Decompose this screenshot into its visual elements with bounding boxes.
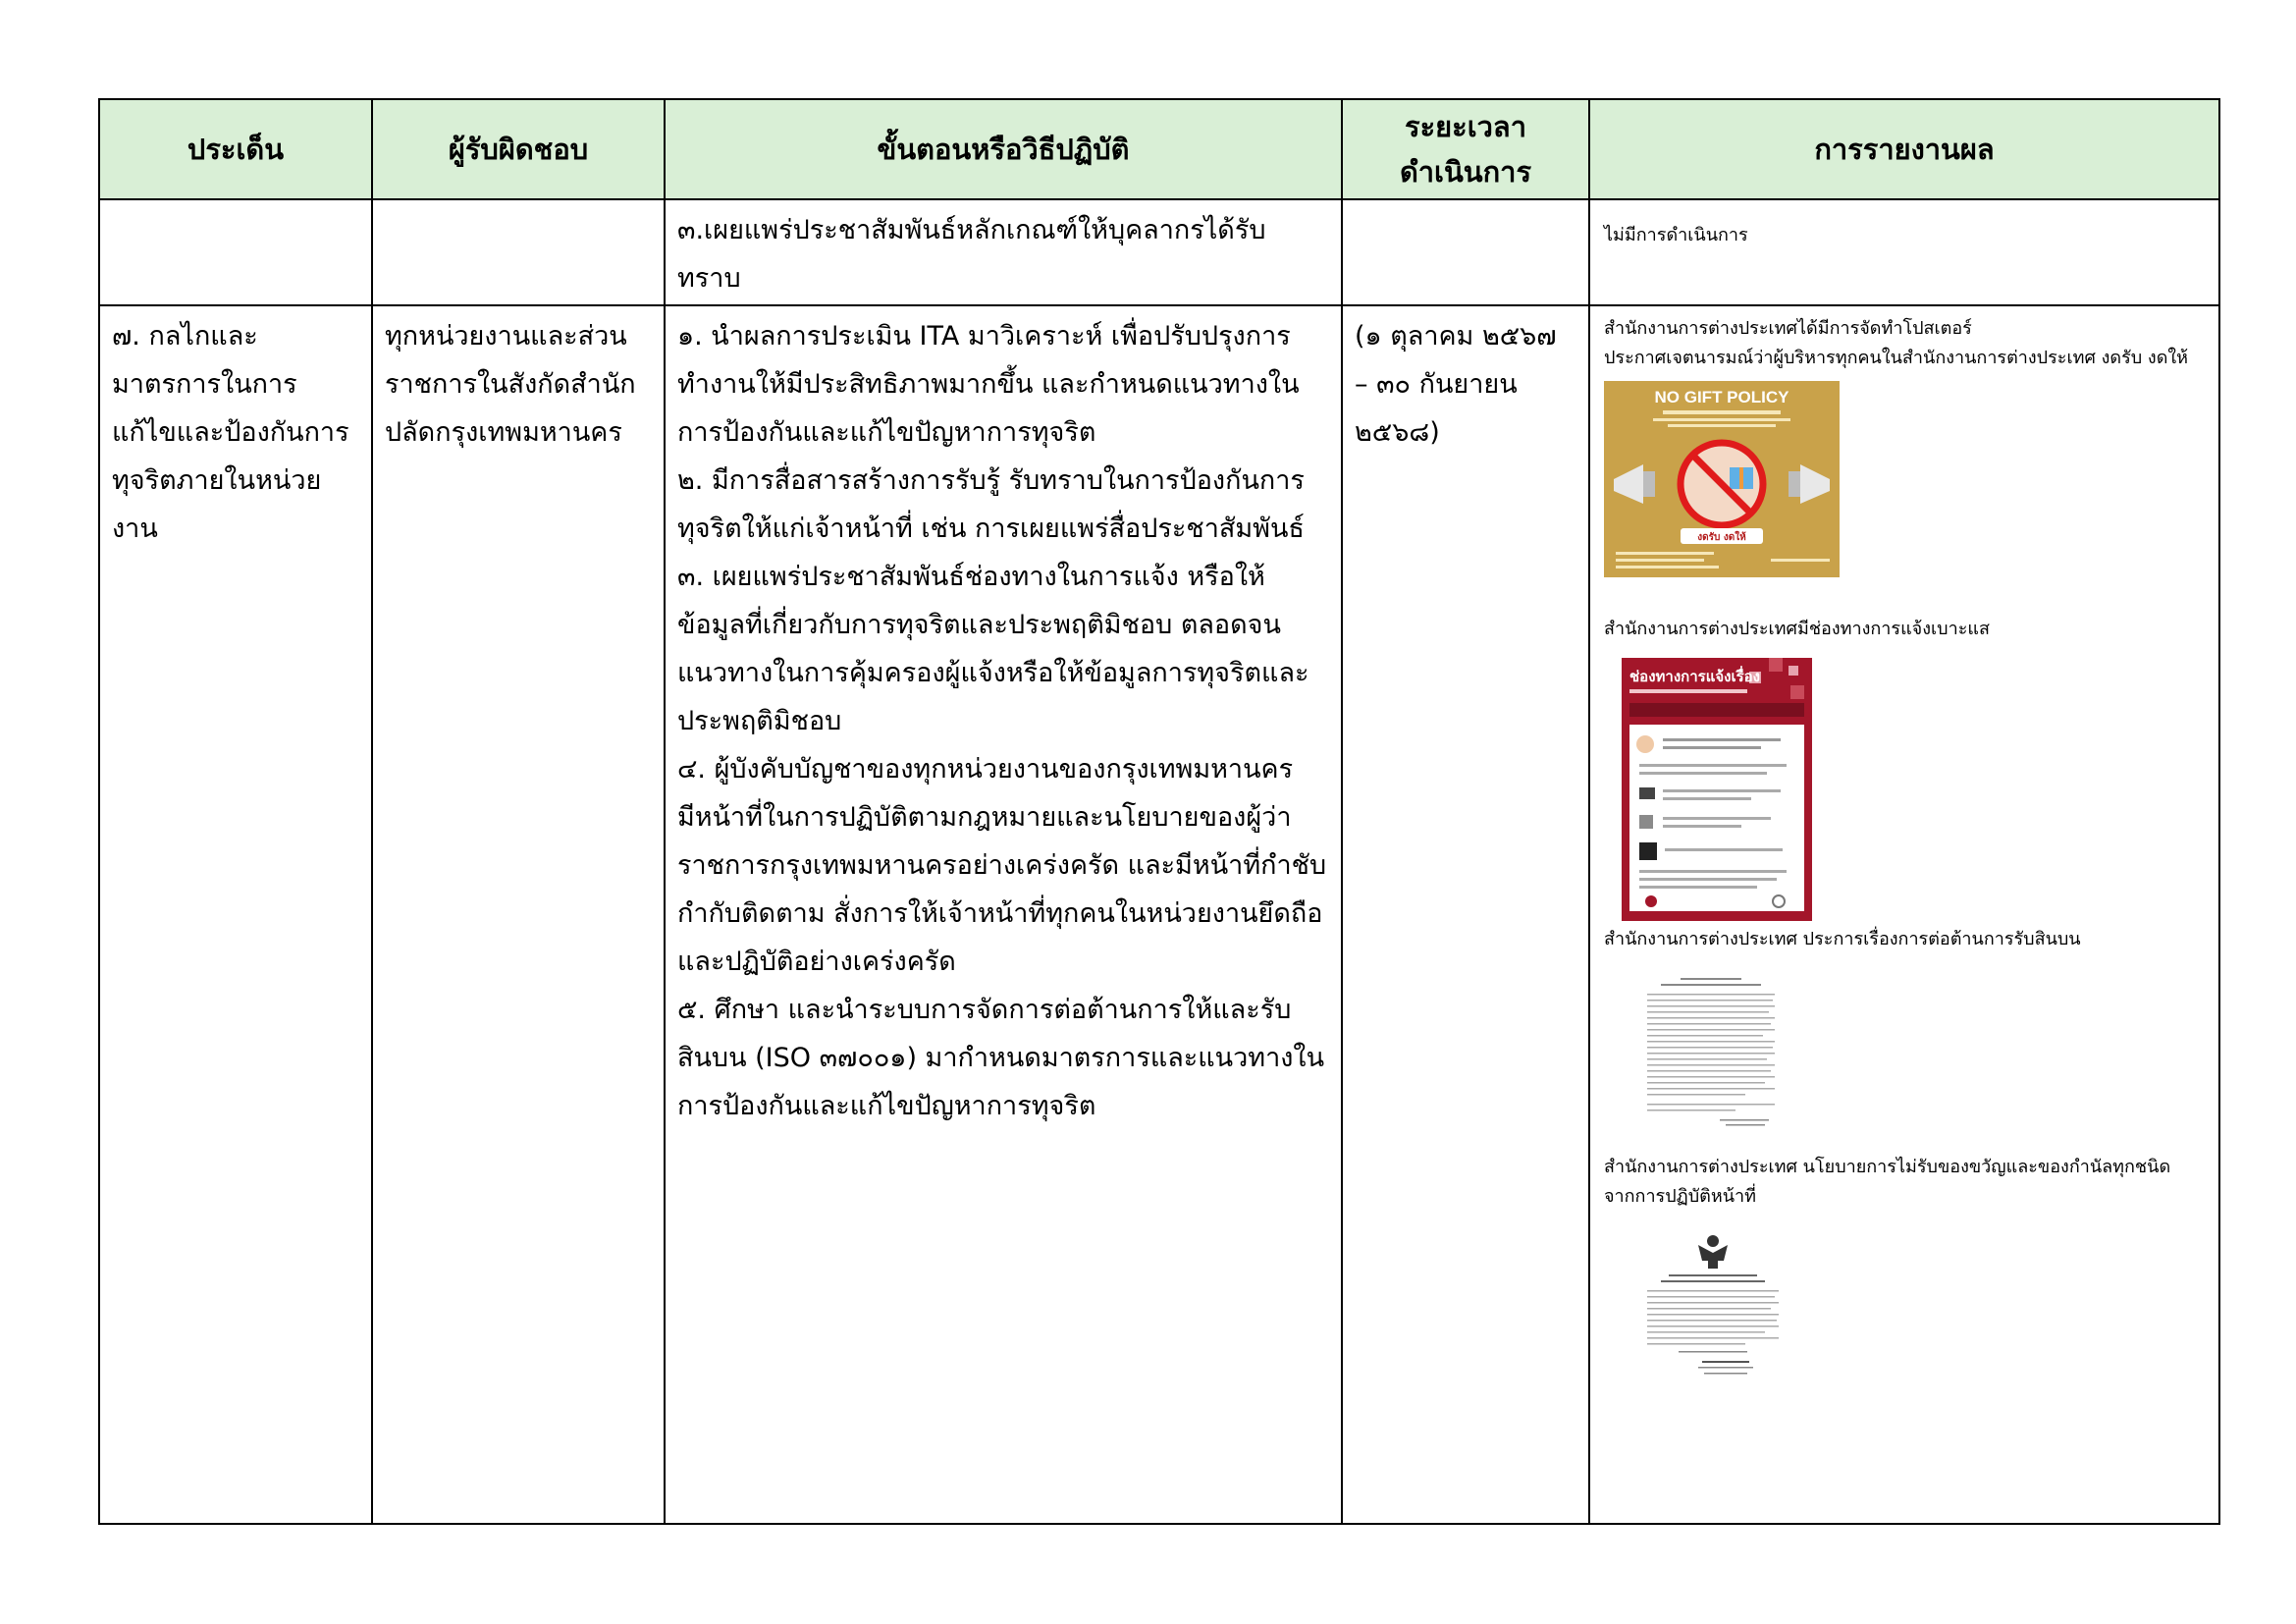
no-gift-policy-document (1639, 1223, 2207, 1380)
cell-procedure (665, 305, 1342, 1524)
header-procedure: ขั้นตอนหรือวิธีปฏิบัติ (665, 99, 1342, 199)
header-period (1342, 99, 1589, 199)
header-period-line1: ระยะเวลา (1405, 110, 1526, 143)
cell-report (1589, 305, 2219, 1524)
anti-bribery-announcement (1641, 972, 2207, 1131)
header-responsible: ผู้รับผิดชอบ (372, 99, 665, 199)
no-gift-poster (1604, 381, 2207, 577)
report-item-1-line1: สำนักงานการต่างประเทศได้มีการจัดทำโปสเตอร์ (1604, 318, 1972, 339)
no-gift-poster-image (1604, 381, 1840, 577)
header-report: การรายงานผล (1589, 99, 2219, 199)
no-gift-policy-document-image (1639, 1223, 1787, 1380)
report-item-3: สำนักงานการต่างประเทศ ประการเรื่องการต่อต้านการรับสินบน (1604, 929, 2081, 949)
cell-issue (99, 199, 372, 305)
report-item-2: สำนักงานการต่างประเทศมีช่องทางการแจ้งเบาะแส (1604, 619, 1990, 639)
table-row (99, 199, 2219, 305)
table-row (99, 305, 2219, 1524)
poster1-badge: งดรับ งดให้ (1697, 532, 1746, 543)
procedure-step: ๑. นำผลการประเมิน ITA มาวิเคราะห์ เพื่อปรับปรุงการทำงานให้มีประสิทธิภาพมากขึ้น และกำหนดแนวทางในการป้องกันและแก้ไขปัญหาการทุจริต (677, 321, 1300, 448)
header-issue: ประเด็น (99, 99, 372, 199)
cell-procedure: ๓.เผยแพร่ประชาสัมพันธ์หลักเกณฑ์ให้บุคลากรได้รับทราบ (665, 199, 1342, 305)
whistleblow-poster-image (1622, 658, 1812, 921)
report-item-4-line1: สำนักงานการต่างประเทศ นโยบายการไม่รับของขวัญและของกำนัลทุกชนิด (1604, 1157, 2171, 1177)
cell-issue: ๗. กลไกและมาตรการในการแก้ไขและป้องกันการทุจริตภายในหน่วยงาน (99, 305, 372, 1524)
plan-table (98, 98, 2220, 1525)
poster1-title: NO GIFT POLICY (1654, 388, 1789, 406)
poster2-title: ช่องทางการแจ้งเรื่อง (1629, 668, 1761, 685)
procedure-step: ๓. เผยแพร่ประชาสัมพันธ์ช่องทางในการแจ้ง หรือให้ข้อมูลที่เกี่ยวกับการทุจริตและประพฤติมิชอบ ตลอดจนแนวทางในการคุ้มครองผู้แจ้งหรือให้ข้อมูลการทุจริตและประพฤติมิชอบ (677, 562, 1309, 736)
cell-responsible: ทุกหน่วยงานและส่วนราชการในสังกัดสำนักปลัดกรุงเทพมหานคร (372, 305, 665, 1524)
cell-responsible (372, 199, 665, 305)
report-item-4-line2: จากการปฏิบัติหน้าที่ (1604, 1186, 1756, 1207)
whistleblow-poster (1622, 658, 2207, 921)
report-text: ไม่มีการดำเนินการ (1604, 225, 1748, 245)
header-period-line2: ดำเนินการ (1399, 155, 1532, 189)
cell-report (1589, 199, 2219, 305)
cell-period (1342, 199, 1589, 305)
cell-period: (๑ ตุลาคม ๒๕๖๗ – ๓๐ กันยายน ๒๕๖๘) (1342, 305, 1589, 1524)
report-item-1-line2: ประกาศเจตนารมณ์ว่าผู้บริหารทุกคนในสำนักงานการต่างประเทศ งดรับ งดให้ (1604, 348, 2189, 368)
document-sheet (98, 98, 2218, 1525)
procedure-step: ๒. มีการสื่อสารสร้างการรับรู้ รับทราบในการป้องกันการทุจริตให้แก่เจ้าหน้าที่ เช่น การเผยแพร่สื่อประชาสัมพันธ์ (677, 465, 1305, 544)
procedure-step: ๔. ผู้บังคับบัญชาของทุกหน่วยงานของกรุงเทพมหานครมีหน้าที่ในการปฏิบัติตามกฎหมายและนโยบายของผู้ว่าราชการกรุงเทพมหานครอย่างเคร่งครัด และมีหน้าที่กำชับ กำกับติดตาม สั่งการให้เจ้าหน้าที่ทุกคนในหน่วยงานยึดถือและปฏิบัติอย่างเคร่งครัด (677, 754, 1327, 977)
header-row (99, 99, 2219, 199)
procedure-step: ๕. ศึกษา และนำระบบการจัดการต่อต้านการให้และรับสินบน (ISO ๓๗๐๐๑) มากำหนดมาตรการและแนวทางในการป้องกันและแก้ไขปัญหาการทุจริต (677, 995, 1325, 1121)
anti-bribery-announcement-image (1641, 972, 1781, 1131)
